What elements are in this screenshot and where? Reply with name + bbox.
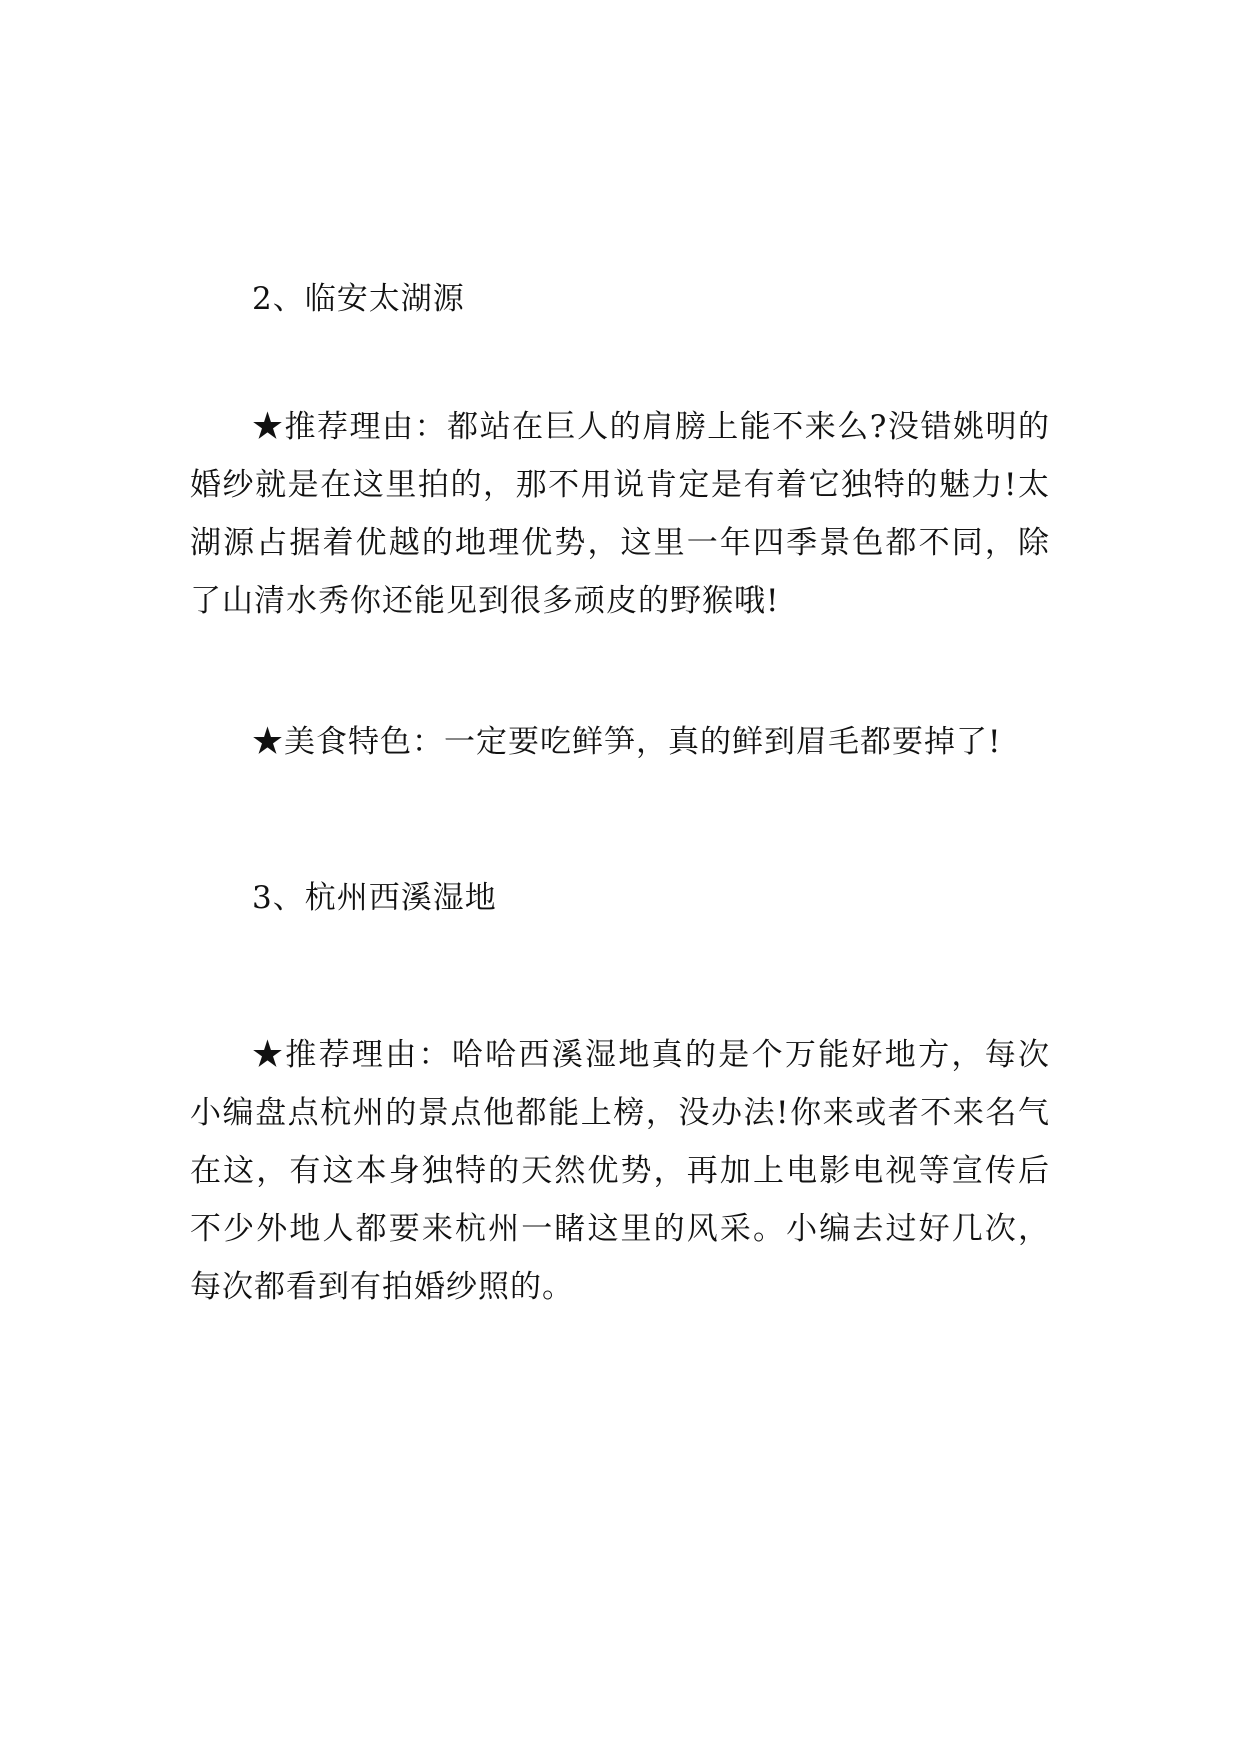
section-heading-taihuyuan: 2、临安太湖源 bbox=[252, 281, 465, 317]
recommend-reason-taihuyuan: ★推荐理由：都站在巨人的肩膀上能不来么?没错姚明的婚纱就是在这里拍的，那不用说肯定是有着它独特的魅力!太湖源占据着优越的地理优势，这里一年四季景色都不同，除了山清水秀你还能见到很多顽皮的野猴哦! bbox=[190, 409, 1050, 619]
section-heading-xixi: 3、杭州西溪湿地 bbox=[252, 880, 497, 916]
food-feature-taihuyuan: ★美食特色：一定要吃鲜笋，真的鲜到眉毛都要掉了! bbox=[252, 724, 1002, 760]
recommend-reason-xixi: ★推荐理由：哈哈西溪湿地真的是个万能好地方，每次小编盘点杭州的景点他都能上榜，没办法!你来或者不来名气在这，有这本身独特的天然优势，再加上电影电视等宣传后不少外地人都要来杭州一睹这里的风采。小编去过好几次，每次都看到有拍婚纱照的。 bbox=[190, 1037, 1050, 1305]
